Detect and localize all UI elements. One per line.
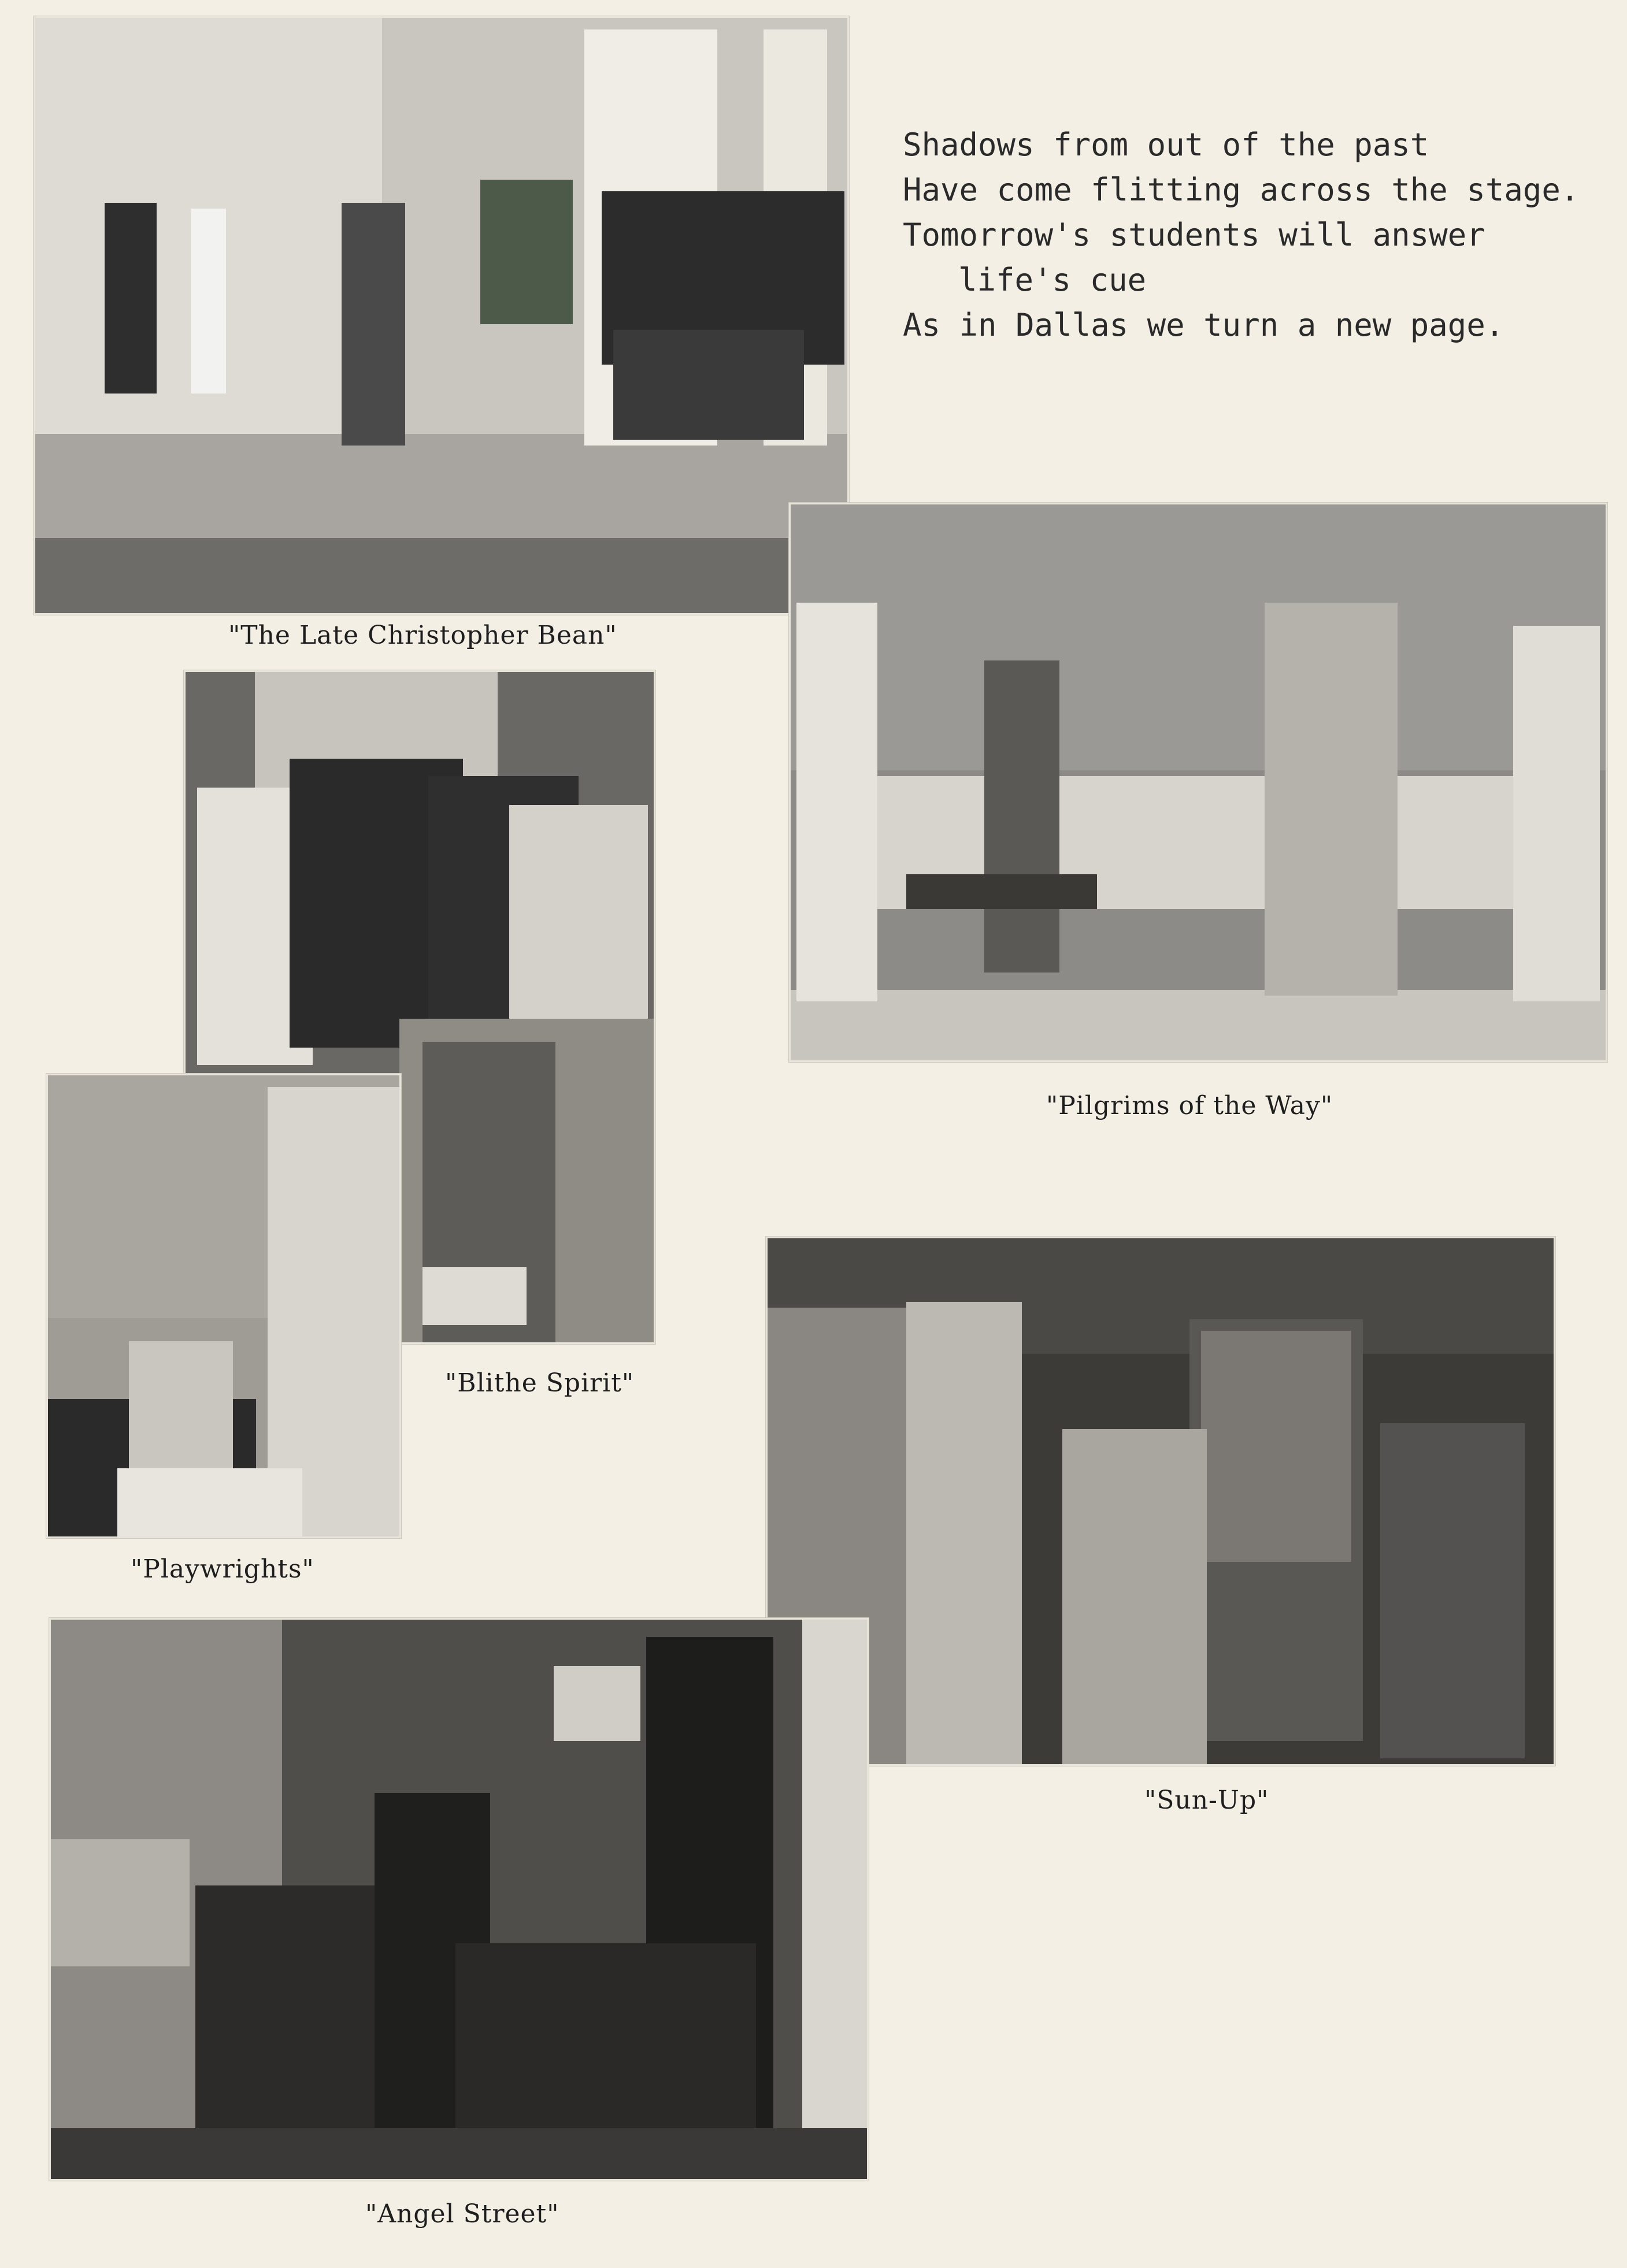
caption-pilgrims-of-the-way: "Pilgrims of the Way" [1046, 1091, 1333, 1120]
photo-angel-street [49, 1618, 869, 2181]
poem-line-5: As in Dallas we turn a new page. [903, 307, 1504, 343]
poem-line-3: Tomorrow's students will answer [903, 217, 1485, 253]
poem-line-1: Shadows from out of the past [903, 127, 1429, 163]
poem-line-4: life's cue [958, 262, 1147, 298]
photo-christopher-bean [34, 16, 849, 615]
caption-angel-street: "Angel Street" [365, 2199, 559, 2229]
caption-sun-up: "Sun-Up" [1144, 1786, 1269, 1815]
poem-line-2: Have come flitting across the stage. [903, 172, 1580, 208]
caption-blithe-spirit: "Blithe Spirit" [445, 1368, 635, 1398]
photo-pilgrims-of-the-way [789, 503, 1607, 1062]
caption-christopher-bean: "The Late Christopher Bean" [228, 621, 617, 650]
poem [903, 123, 1579, 348]
photo-playwrights [46, 1074, 401, 1538]
photo-sun-up [766, 1237, 1555, 1766]
caption-playwrights: "Playwrights" [131, 1554, 314, 1584]
